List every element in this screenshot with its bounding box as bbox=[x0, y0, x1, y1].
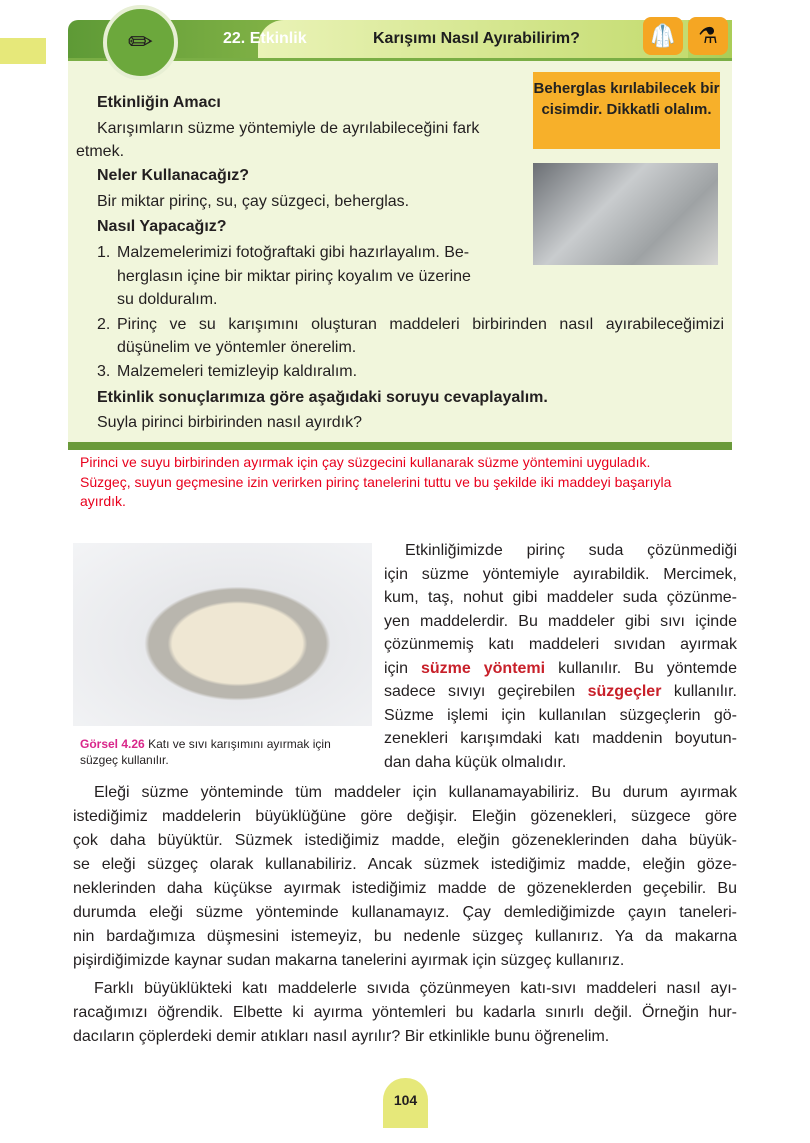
text-line: Eleği süzme yönteminde tüm maddeler için kullanamayabiliriz. Bu durum ayırmak bbox=[94, 784, 737, 801]
figure-caption bbox=[80, 736, 331, 753]
beaker-rice-photo bbox=[533, 163, 718, 265]
aim-text: etmek. bbox=[76, 143, 125, 160]
activity-title: Karışımı Nasıl Ayırabilirim? bbox=[373, 30, 580, 47]
step-text: Pirinç ve su karışımını oluşturan maddeleri birbirinden nasıl ayırabileceğimizi bbox=[117, 316, 724, 333]
materials-text: Bir miktar pirinç, su, çay süzgeci, beherglas. bbox=[97, 193, 410, 210]
text-line: nin bardağımıza düşmesini istemeyiz, bu nedenle süzgeç kullanırız. Ya da makarna bbox=[73, 928, 737, 945]
highlight-term: süzme yöntemi bbox=[420, 660, 546, 677]
page-number: 104 bbox=[383, 1078, 428, 1128]
text-line: dan daha küçük olmalıdır. bbox=[384, 754, 567, 771]
text-line bbox=[384, 659, 737, 679]
answer-line: Süzgeç, suyun geçmesine izin verirken pirinç tanelerini tuttu ve bu şekilde iki maddeyi başarıyla bbox=[80, 474, 672, 490]
text-line: istediğimiz maddelerin büyüklüğüne göre değişir. Eleğin gözenekleri, süzgece göre bbox=[73, 808, 737, 825]
text-line: zenekleri karışımdaki katı maddenin boyutun- bbox=[384, 730, 737, 747]
materials-heading: Neler Kullanacağız? bbox=[97, 167, 250, 184]
text-line bbox=[384, 682, 737, 702]
text: kullanılır. Bu yöntemde bbox=[558, 660, 737, 677]
step-number: 2. bbox=[97, 316, 111, 333]
warning-box: Beherglas kırılabilecek bir cisimdir. Dikkatli olalım. bbox=[533, 72, 720, 149]
step-number: 1. bbox=[97, 244, 111, 261]
text-line: kum, taş, nohut gibi maddeler suda çözünme- bbox=[384, 589, 737, 606]
caption-text: süzgeç kullanılır. bbox=[80, 753, 169, 767]
flask-icon: ⚗ bbox=[688, 17, 728, 55]
text-line: Etkinliğimizde pirinç suda çözünmediği bbox=[405, 542, 737, 559]
text-line: için süzme yöntemiyle ayırabildik. Mercimek, bbox=[384, 566, 737, 583]
text: için bbox=[384, 660, 409, 677]
step-text: Malzemeleri temizleyip kaldıralım. bbox=[117, 363, 358, 380]
step-text: Malzemelerimizi fotoğraftaki gibi hazırlayalım. Be- bbox=[117, 244, 470, 261]
text-line: dacıların çöplerdeki demir atıkları nasıl ayrılır? Bir etkinlikle bunu öğrenelim. bbox=[73, 1028, 610, 1045]
text-line: çözünmemiş katı maddeleri sıvıdan ayırmak bbox=[384, 636, 737, 653]
highlight-term: süzgeçler bbox=[587, 683, 662, 700]
text-line: Süzme işlemi için kullanılan süzgeçlerin gö- bbox=[384, 707, 737, 724]
rice-strainer-photo bbox=[73, 543, 372, 726]
figure-label: Görsel 4.26 bbox=[80, 737, 145, 751]
text-line: durumda eleği süzme yönteminde kullanamayız. Çay demlediğimizde çayın taneleri- bbox=[73, 904, 737, 921]
aim-text: Karışımların süzme yöntemiyle de ayrılabileceğini fark bbox=[97, 120, 480, 137]
text-line: racağımızı öğrendik. Elbette ki ayırma yöntemleri bu kadarla sınırlı değil. Örneğin hur- bbox=[73, 1004, 737, 1021]
lab-coat-icon: 🥼 bbox=[643, 17, 683, 55]
step-text: düşünelim ve yöntemler önerelim. bbox=[117, 339, 357, 356]
question-text: Suyla pirinci birbirinden nasıl ayırdık? bbox=[97, 414, 363, 431]
activity-number: 22. Etkinlik bbox=[223, 30, 307, 47]
step-number: 3. bbox=[97, 363, 111, 380]
text-line: Farklı büyüklükteki katı maddelerle sıvıda çözünmeyen katı-sıvı maddeleri nasıl ayı- bbox=[94, 980, 737, 997]
answer-line: ayırdık. bbox=[80, 493, 126, 509]
result-heading: Etkinlik sonuçlarımıza göre aşağıdaki soruyu cevaplayalım. bbox=[97, 389, 548, 406]
pencil-case-icon: ✏ bbox=[103, 5, 178, 80]
text-line: pişirdiğimizde kaynar sudan makarna tanelerini ayırmak için süzgeç kullanırız. bbox=[73, 952, 625, 969]
text: kullanılır. bbox=[673, 683, 737, 700]
margin-tab bbox=[0, 38, 46, 64]
text-line: çok daha büyüktür. Süzmek istediğimiz madde, eleğin gözeneklerinden daha büyük- bbox=[73, 832, 737, 849]
step-text: herglasın içine bir miktar pirinç koyalım ve üzerine bbox=[117, 268, 471, 285]
text: sadece sıvıyı geçirebilen bbox=[384, 683, 576, 700]
text-line: neklerinden daha küçükse ayırmak istediğimiz madde de gözeneklerden geçebilir. Bu bbox=[73, 880, 737, 897]
answer-line: Pirinci ve suyu birbirinden ayırmak için çay süzgecini kullanarak süzme yöntemini uyguladık. bbox=[80, 454, 651, 470]
text-line: se eleği süzgeç olarak kullanabiliriz. Ancak süzmek istediğimiz madde, eleğin göze- bbox=[73, 856, 737, 873]
how-heading: Nasıl Yapacağız? bbox=[97, 218, 227, 235]
text-line: yen maddelerdir. Bu maddeler gibi sıvı içinde bbox=[384, 613, 737, 630]
caption-text: Katı ve sıvı karışımını ayırmak için bbox=[148, 737, 331, 751]
activity-box-border bbox=[68, 442, 732, 450]
step-text: su dolduralım. bbox=[117, 291, 218, 308]
aim-heading: Etkinliğin Amacı bbox=[97, 94, 221, 111]
